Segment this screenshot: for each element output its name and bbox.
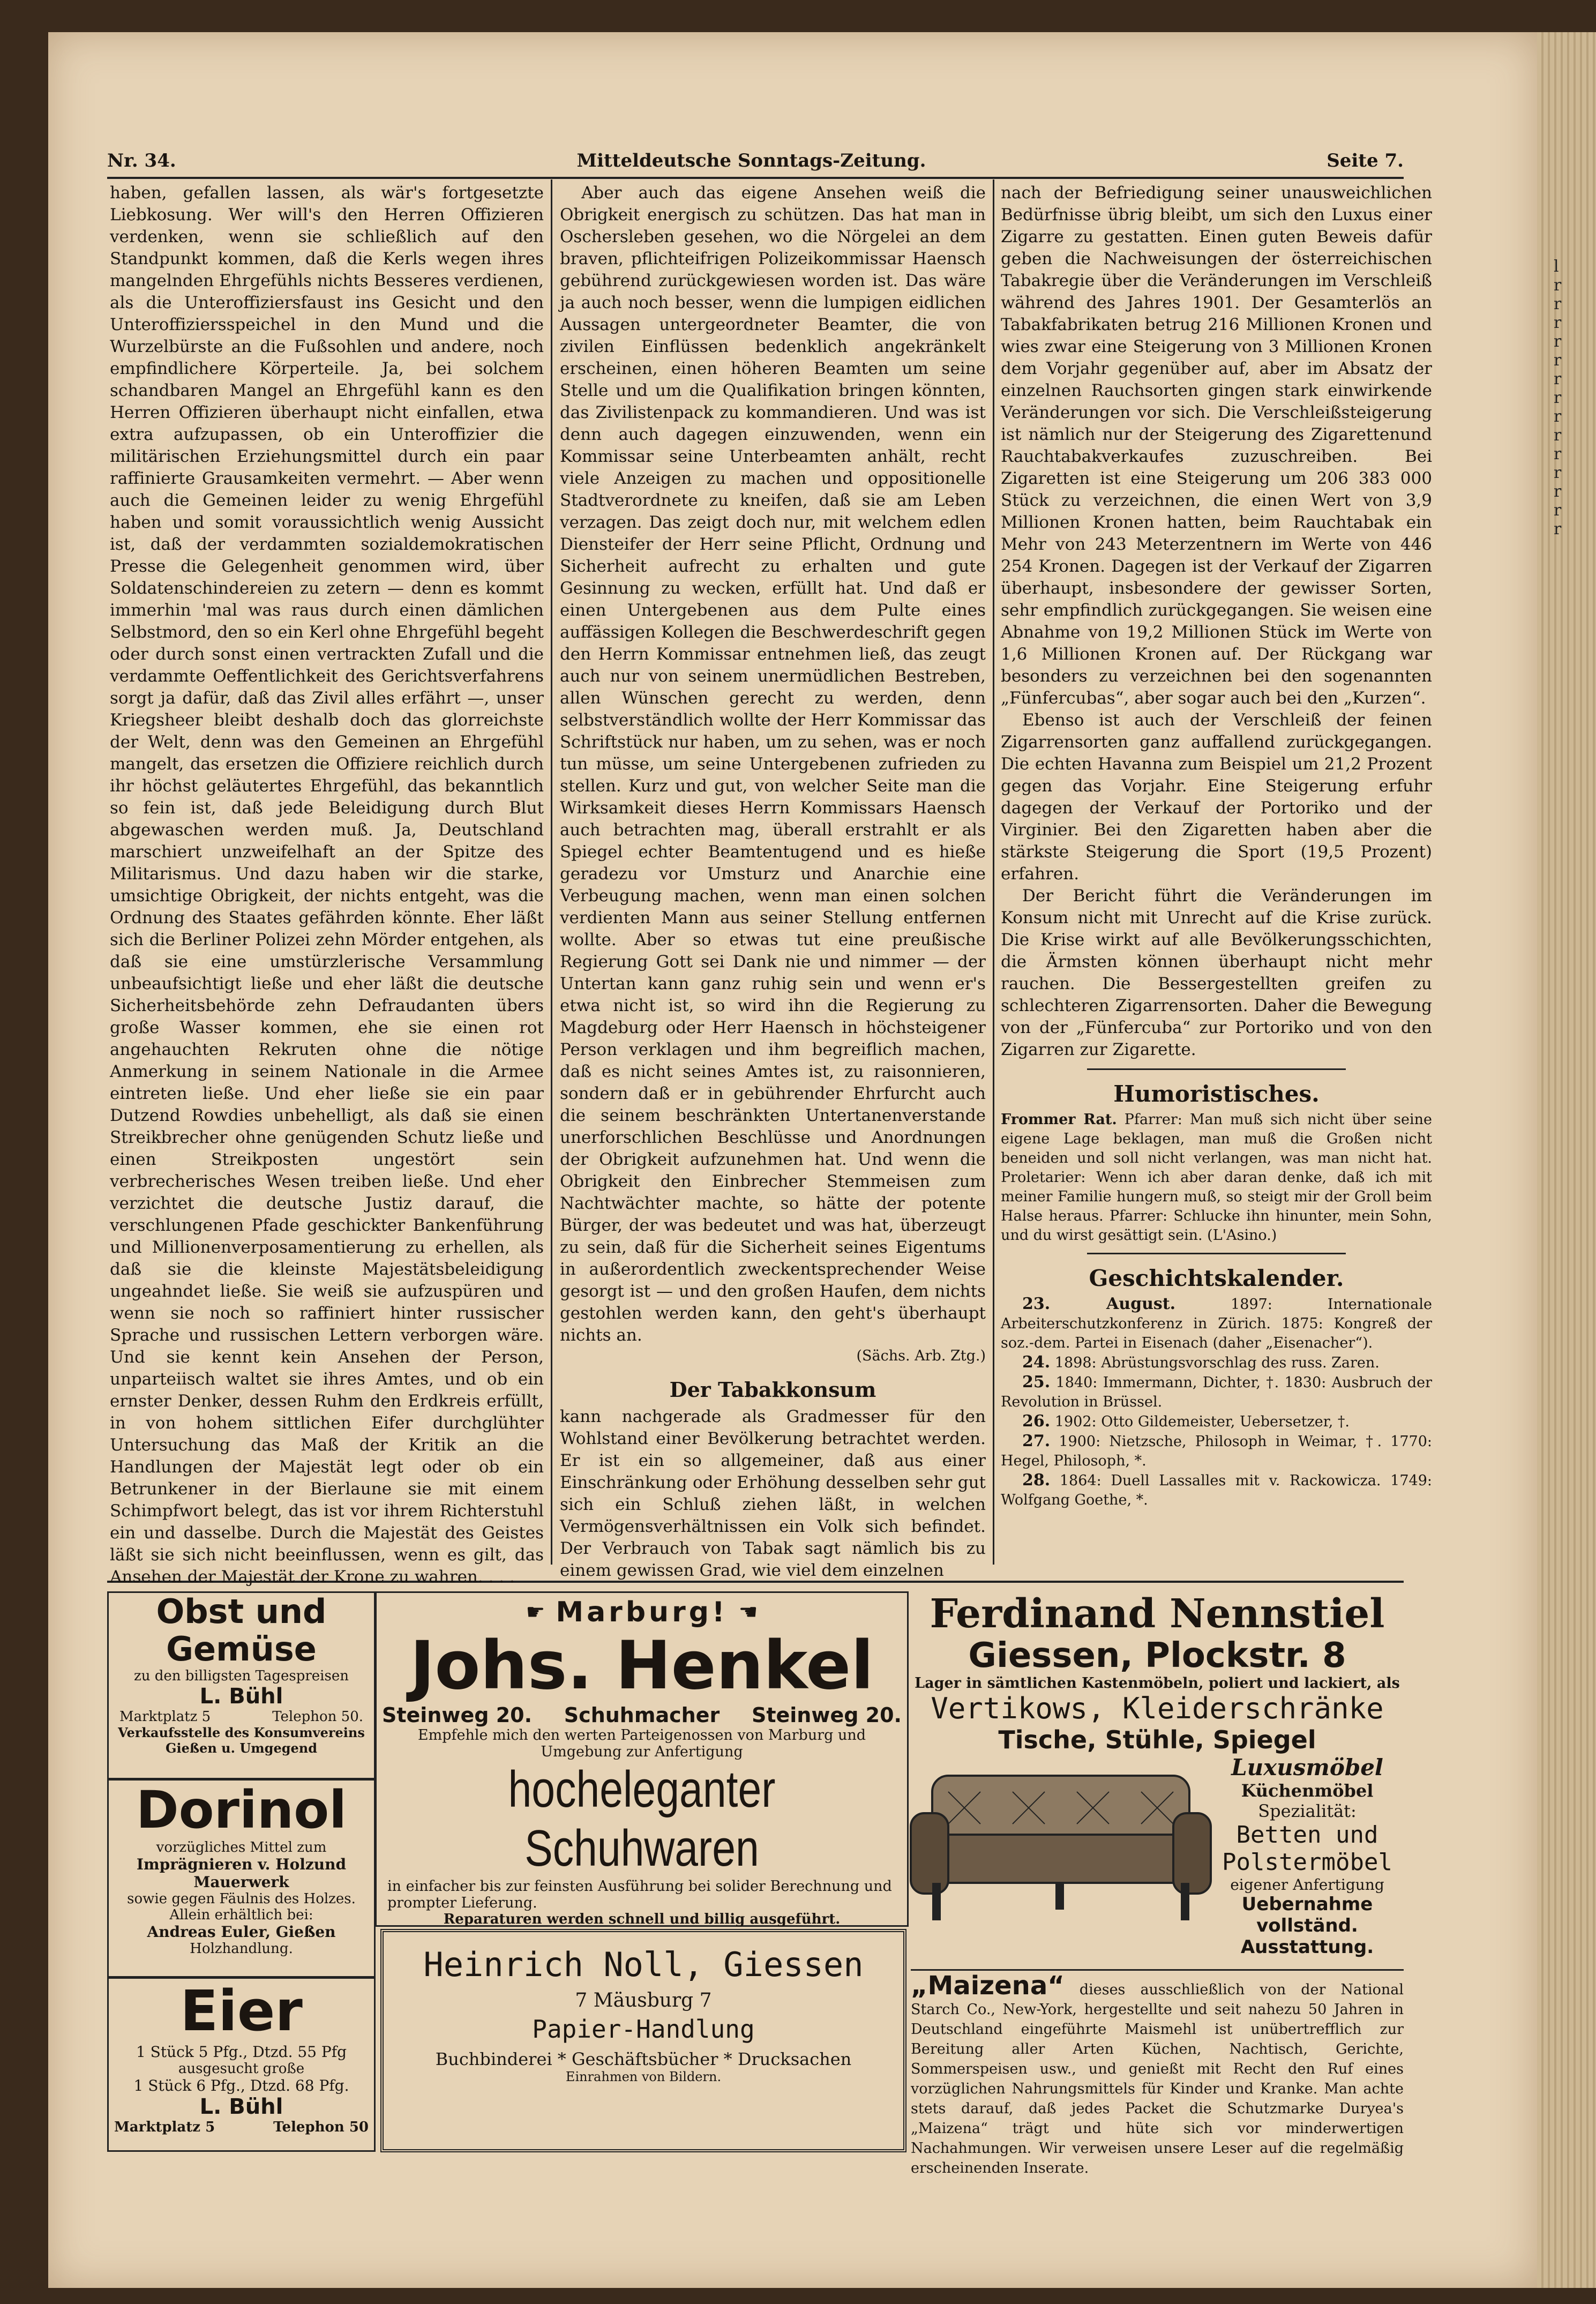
- ad-nennstiel-r4: Betten und: [1236, 1821, 1378, 1849]
- kalender-day: 24.: [1022, 1353, 1051, 1372]
- humor-subheading: Frommer Rat.: [1001, 1111, 1117, 1128]
- ad-nennstiel-l1: Lager in sämtlichen Kastenmöbeln, poliert und lackiert, als: [915, 1675, 1400, 1692]
- edge-letter: r: [1554, 445, 1562, 463]
- ad-obst-line: Verkaufsstelle des Konsumvereins Gießen u. Umgegend: [118, 1725, 365, 1756]
- article-column-3: [1001, 182, 1432, 1575]
- kalender-text: 1898: Abrüstungsvorschlag des russ. Zaren.: [1054, 1355, 1380, 1371]
- ad-maizena: [911, 1969, 1404, 2176]
- ad-dorinol-l2: Imprägnieren v. Holzund Mauerwerk: [136, 1856, 347, 1891]
- page-number: Seite 7.: [1327, 150, 1404, 171]
- ad-nennstiel-body: [911, 1754, 1404, 1958]
- kalender-entry: [1001, 1353, 1432, 1373]
- edge-letter: r: [1554, 388, 1562, 407]
- kalender-entry: [1001, 1412, 1432, 1432]
- tabak-text-2: Ebenso ist auch der Verschleiß der feinen Zigarrensorten ganz auffallend zurückgegangen. Die echten Havanna zum Beispiel um 21,2 Prozent gegen das Vorjahr. Eine Steigerung erfuhr dagegen der Verkauf der Portoriko und der Virginier. Bei den Zigaretten haben aber die stärkste Steigerung die Sport (19,5 Prozent) erfahren.: [1001, 710, 1432, 884]
- edge-letter: r: [1554, 332, 1562, 351]
- sofa-icon: [911, 1754, 1211, 1931]
- ad-noll-l1: Einrahmen von Bildern.: [565, 2069, 722, 2084]
- kalender-text: 1900: Nietzsche, Philosoph in Weimar, †. 1770: Hegel, Philosoph, *.: [1001, 1433, 1432, 1469]
- ad-nennstiel-r2: Küchenmöbel: [1241, 1781, 1374, 1801]
- column-rule-1: [551, 179, 552, 1565]
- ad-henkel-l2: in einfacher bis zur feinsten Ausführung bei solider Berechnung und prompter Lieferung.: [387, 1878, 892, 1911]
- kalender-entry: [1001, 1373, 1432, 1412]
- tabak-text-3: Der Bericht führt die Veränderungen im Konsum nicht mit Unrecht auf die Krise zurück. Die Krise wirkt auf alle Bevölkerungsschichten, die Ärmsten können überhaupt nicht mehr rauchen. Die Bessergestellten greifen zu schlechteren Zigarrensorten. Daher die Bewegung von der „Fünfercuba“ zur Portoriko und von den Zigarren zur Zigarette.: [1001, 886, 1432, 1059]
- ad-eier-l3: 1 Stück 6 Pfg., Dtzd. 68 Pfg.: [133, 2077, 349, 2094]
- kalender-day: 23. August.: [1022, 1295, 1176, 1313]
- humor-block: [1001, 1110, 1432, 1245]
- newspaper-title: Mitteldeutsche Sonntags-Zeitung.: [576, 150, 926, 171]
- kalender-day: 25.: [1022, 1373, 1051, 1392]
- kalender-entry: [1001, 1295, 1432, 1353]
- article-column-2: [560, 182, 986, 1580]
- tabak-text-start: kann nachgerade als Gradmesser für den Wohlstand einer Bevölkerung betrachtet werden. Er ist ein so allgemeiner, daß aus einer Einschränkung oder Erhöhung desselben sehr gut sich ein Schluß ziehen läßt, in welchen Vermögensverhältnissen ein Volk sich befindet. Der Verbrauch von Tabak sagt nämlich bis zu einem gewissen Grad, wie viel dem einzelnen: [560, 1407, 986, 1580]
- ad-nennstiel-name: Ferdinand Nennstiel: [930, 1591, 1385, 1637]
- ad-dorinol-l1: vorzügliches Mittel zum: [156, 1839, 327, 1856]
- ad-henkel-name: Johs. Henkel: [410, 1627, 874, 1704]
- ad-henkel-l3: Reparaturen werden schnell und billig ausgeführt.: [443, 1911, 841, 1927]
- ad-henkel: [375, 1591, 909, 1927]
- section-divider-2: [1087, 1253, 1346, 1254]
- edge-letter: r: [1554, 370, 1562, 388]
- ad-nennstiel-r7: Uebernahme vollständ. Ausstattung.: [1240, 1894, 1374, 1958]
- ad-obst-name: L. Bühl: [199, 1684, 283, 1709]
- humor-heading: Humoristisches.: [1113, 1081, 1320, 1107]
- ad-henkel-trade: Schuhmacher: [564, 1703, 720, 1727]
- ad-dorinol-l3: sowie gegen Fäulnis des Holzes.: [127, 1891, 356, 1907]
- article-source: (Sächs. Arb. Ztg.): [856, 1348, 986, 1364]
- ad-obst-sub: zu den billigsten Tagespreisen: [134, 1668, 349, 1684]
- ad-eier: [107, 1977, 376, 2152]
- edge-letter: r: [1554, 482, 1562, 501]
- edge-letter: l: [1554, 257, 1559, 276]
- article-text-2: Aber auch das eigene Ansehen weiß die Obrigkeit energisch zu schützen. Das hat man in Oschersleben gesehen, wo die Nörgelei an dem braven, pflichteifrigen Polizeikommissar Haensch gebührend zurückgewiesen worden ist. Das wäre ja auch noch besser, wenn die lumpigen eidlichen Aussagen untergeordneter Beamter, die von zivilen Einflüssen bedenklich angekränkelt erscheinen, einen höheren Beamten um seine Stelle und um die Qualifikation bringen könnten, das Zivilistenpack zu kommandieren. Und was ist denn auch dagegen einzuwenden, wenn ein Kommissar seine Unterbeamten anhält, recht viele Anzeigen zu machen und oppositionelle Stadtverordnete zu kneifen, daß sie am Leben verzagen. Das zeigt doch nur, mit welchem edlen Diensteifer der Herr seine Pflicht, Ordnung und Sicherheit aufrecht zu erhalten und gute Gesinnung zu wecken, erfüllt hat. Und daß er einen Untergebenen aus dem Pulte eines auffässigen Kollegen die Beschwerdeschrift gegen den Herrn Kommissar entnehmen ließ, das zeugt auch nur von seinem unermüdlichen Bestreben, allen Wünschen gerecht zu werden, denn selbstverständlich wollte der Herr Kommissar das Schriftstück nur haben, um zu sehen, was er noch tun müsse, um seine Untergebenen zufrieden zu stellen. Kurz und gut, von welcher Seite man die Wirksamkeit dieses Herrn Kommissars Haensch auch betrachten mag, überall erstrahlt er als Spiegel echter Beamtentugend und es hieße geradezu vor Umsturz und Anarchie eine Verbeugung machen, wenn man einen solchen verdienten Mann aus seiner Stellung entfernen wollte. Aber so etwas tut eine preußische Regierung Gott sei Dank nie und nimmer — der Untertan kann ganz ruhig sein und wenn er's etwa nicht ist, so wird ihn die Regierung zu Magdeburg oder Herr Haensch in höchsteigener Person verklagen und ihm begreiflich machen, daß es nicht seines Amtes ist, zu raisonnieren, sondern daß er in gebührender Ehrfurcht auch die seinem beschränkten Untertanenverstande unerforschlichen Beschlüsse und Anordnungen der Obrigkeit aufzunehmen hat. Und wenn die Obrigkeit den Einbrecher Stemmeisen zum Nachtwächter machte, so hätte der potente Bürger, der was bedeutet und was hat, überzeugt zu sein, daß für die Sicherheit seines Eigentums in außerordentlich zweckentsprechender Weise gesorgt ist — und den großen Haufen, dem nichts gestohlen werden kann, den geht's überhaupt nichts an.: [560, 183, 986, 1345]
- ad-maizena-text: dieses ausschließlich von der National Starch Co., New-York, hergestellte und seit nahezu 50 Jahren in Deutschland eingeführte Maismehl ist unübertrefflich zur Bereitung aller Arten Küchen, Nachtisch, Gerichte, Sommerspeisen usw., und genießt mit Recht den Ruf eines vorzüglichen Nahrungsmittels für Kinder und Kranke. Man achte stets darauf, daß jedes Packet die Schutzmarke Duryea's „Maizena“ trägt und hüte sich vor minderwertigen Nachahmungen. Wir verweisen unsere Leser auf die regelmäßig erscheinenden Inserate.: [911, 1981, 1404, 2176]
- ad-henkel-street: [377, 1703, 907, 1727]
- ad-noll-trade: Papier-Handlung: [532, 2015, 755, 2044]
- ad-noll-items: Buchbinderei * Geschäftsbücher * Drucksachen: [435, 2049, 852, 2069]
- ad-henkel-big: hocheleganter Schuhwaren: [508, 1761, 776, 1877]
- ad-eier-tel: Telephon 50: [273, 2119, 369, 2135]
- ad-dorinol-title: Dorinol: [136, 1780, 347, 1840]
- ad-maizena-title: „Maizena“: [911, 1971, 1065, 2001]
- ad-obst-tel: Telephon 50.: [272, 1709, 363, 1725]
- ad-henkel-top: [377, 1596, 907, 1628]
- edge-letter: r: [1554, 426, 1562, 445]
- kalender-day: 27.: [1022, 1432, 1051, 1450]
- edge-letter: r: [1554, 407, 1562, 426]
- ad-noll: [380, 1929, 906, 2152]
- ad-nennstiel-r5: Polstermöbel: [1222, 1849, 1392, 1876]
- kalender-entry: [1001, 1432, 1432, 1471]
- ad-obst-title2: Gemüse: [166, 1629, 317, 1669]
- edge-letter: r: [1554, 276, 1562, 295]
- humor-source: (L'Asino.): [1207, 1227, 1277, 1244]
- ad-eier-contact: [109, 2119, 374, 2135]
- kalender-day: 26.: [1022, 1412, 1051, 1431]
- kalender-heading: Geschichtskalender.: [1089, 1265, 1344, 1291]
- ad-dorinol-l4: Allein erhältlich bei:: [169, 1907, 313, 1923]
- kalender-list: [1001, 1295, 1432, 1510]
- ad-eier-name: L. Bühl: [199, 2094, 283, 2119]
- ad-nennstiel-r3: Spezialität:: [1258, 1801, 1357, 1821]
- ad-dorinol-l6: Holzhandlung.: [190, 1941, 293, 1957]
- ad-henkel-street-left: Steinweg 20.: [382, 1703, 533, 1727]
- ad-obst-addr: Marktplatz 5: [119, 1709, 211, 1725]
- humor-text: Pfarrer: Man muß sich nicht über seine eigene Lage beklagen, man muß die Großen nicht beneiden und soll nicht verlangen, was man nicht hat. Proletarier: Wenn ich aber daran denke, daß ich mit meiner Familie hungern muß, so steigt mir der Groll beim Halse heraus. Pfarrer: Schlucke ihn hinunter, mein Sohn, und du wirst gesättigt sein.: [1001, 1111, 1432, 1244]
- ad-nennstiel-right: [1211, 1754, 1404, 1958]
- ad-nennstiel-r6: eigener Anfertigung: [1230, 1876, 1384, 1894]
- kalender-text: 1902: Otto Gildemeister, Uebersetzer, †.: [1054, 1413, 1350, 1430]
- ad-eier-l1: 1 Stück 5 Pfg., Dtzd. 55 Pfg: [136, 2043, 347, 2061]
- ad-dorinol-l5: Andreas Euler, Gießen: [147, 1923, 336, 1941]
- ad-nennstiel-addr: Giessen, Plockstr. 8: [968, 1636, 1346, 1675]
- pointing-hand-icon: ☛: [526, 1600, 545, 1625]
- ad-eier-addr: Marktplatz 5: [114, 2119, 215, 2135]
- ad-nennstiel-l2: Vertikows, Kleiderschränke: [931, 1692, 1384, 1725]
- edge-letter: r: [1554, 501, 1562, 520]
- ad-obst-title1: Obst und: [156, 1592, 327, 1631]
- edge-letter: r: [1554, 520, 1562, 538]
- ad-nennstiel: [911, 1591, 1404, 1961]
- binding-edge-letters: [1554, 257, 1575, 1114]
- ad-nennstiel-r1: Luxusmöbel: [1231, 1754, 1383, 1781]
- ad-dorinol: [107, 1779, 376, 1978]
- ad-obst-contact: [109, 1709, 374, 1725]
- kalender-day: 28.: [1022, 1471, 1051, 1490]
- edge-letter: r: [1554, 313, 1562, 332]
- issue-number: Nr. 34.: [107, 150, 176, 171]
- ad-noll-addr: 7 Mäusburg 7: [575, 1989, 712, 2011]
- section-divider: [1087, 1068, 1346, 1070]
- kalender-text: 1864: Duell Lassalles mit v. Rackowicza. 1749: Wolfgang Goethe, *.: [1001, 1472, 1432, 1508]
- ad-obst-gemuese: [107, 1591, 376, 1779]
- ad-henkel-street-right: Steinweg 20.: [751, 1703, 902, 1727]
- tabak-heading: Der Tabakkonsum: [669, 1378, 876, 1402]
- edge-letter: r: [1554, 463, 1562, 482]
- article-text-1: haben, gefallen lassen, als wär's fortgesetzte Liebkosung. Wer will's den Herren Offizieren verdenken, wenn sie schließlich auf den Standpunkt kommen, daß die Kerls wegen ihres mangelnden Ehrgefühls nichts Besseres verdienen, als die Unteroffiziersfaust ins Gesicht und den Unteroffiziersspeichel in den Mund und die Wurzelbürste an die Fußsohlen und andere, noch empfindlichere Körperteile. Ja, bei solchem schandbaren Mangel an Ehrgefühl kann es den Herren Offizieren überhaupt nicht einfallen, etwa extra aufzupassen, ob ein Unteroffizier die militärischen Erziehungsmittel durch ein paar raffinierte Grausamkeiten vermehrt. — Aber wenn auch die Gemeinen leider zu wenig Ehrgefühl haben und somit voraussichtlich wenig Aussicht ist, daß der verdammten sozialdemokratischen Presse die Gelegenheit genommen wird, über Soldatenschindereien zu zetern — denn es kommt immerhin 'mal was raus durch einen dämlichen Selbstmord, den so ein Kerl ohne Ehrgefühl begeht oder durch sonst einen vertrackten Zufall und die verdammte Oeffentlichkeit des Gerichtsverfahrens sorgt ja dafür, daß das Zivil alles erfährt —, unser Kriegsheer bleibt deshalb doch das glorreichste der Welt, denn was den Gemeinen an Ehrgefühl mangelt, das ersetzen die Offiziere reichlich durch ihr höchst geläutertes Ehrgefühl, das bekanntlich so fein ist, daß jede Beleidigung durch Blut abgewaschen werden muß. Ja, Deutschland marschiert unzweifelhaft an der Spitze des Militarismus. Und dazu haben wir die starke, umsichtige Obrigkeit, der nichts entgeht, was die Ordnung des Staates gefährden könnte. Eher läßt sich die Berliner Polizei zehn Mörder entgehen, als daß sie eine umstürzlerische Versammlung unbeaufsichtigt ließe und eher läßt die deutsche Sicherheitsbehörde zehn Defraudanten übers große Wasser kommen, ehe sie einen rot angehauchten Rekruten ohne die nötige Anmerkung in seinem Nationale in die Armee eintreten ließe. Und eher ließe sie ein paar Dutzend Rowdies unbehelligt, als daß sie einen Streikbrecher ohne genügenden Schutz ließe und einen Streikposten ungestört sein verbrecherisches Wesen treiben ließe. Und eher verzichtet die deutsche Justiz darauf, die verschlungenen Pfade geschickter Bankenführung und Millionenverposamentierung zu erhellen, als daß sie die kleinste Majestätsbeleidigung ungeahndet ließe. Sie weiß sie aufzuspüren und wenn sie noch so raffiniert hinter russischer Sprache und russischen Lettern verborgen wäre. Und sie kennt kein Ansehen der Person, unparteiisch waltet sie ihres Amtes, und ob ein ernster Denker, dessen Ruhm den Erdkreis erfüllt, in von hohem sittlichen Eifer durchglühter Untersuchung das Maß der Kritik an die Handlungen der Majestät legt oder ob ein Betrunkener in der Bierlaune sie mit einem Schimpfwort belegt, das ist vor ihrem Richterstuhl ein und dasselbe. Durch die Majestät des Geistes läßt sie sich nicht beeinflussen, wenn es gilt, das Ansehen der Majestät der Krone zu wahren. . . .: [110, 183, 544, 1587]
- ad-eier-title: Eier: [180, 1978, 303, 2044]
- tabak-text-1: nach der Befriedigung seiner unausweichlichen Bedürfnisse übrig bleibt, um sich den Luxus einer Zigarre zu gestatten. Einen guten Beweis dafür geben die Nachweisungen der österreichischen Tabakregie über die Veränderungen im Verschleiß während des Jahres 1901. Der Gesamterlös an Tabakfabrikaten betrug 216 Millionen Kronen und wies zwar eine Steigerung von 3 Millionen Kronen dem Vorjahr gegenüber auf, aber im Absatz der einzelnen Rauchsorten gingen stark einwirkende Veränderungen vor sich. Die Verschleißsteigerung ist nämlich nur der Steigerung des Zigarettenund Rauchtabakverkaufes zuzuschreiben. Bei Zigaretten ist eine Steigerung um 206 383 000 Stück zu verzeichnen, die einen Wert von 3,9 Millionen Kronen hatten, beim Rauchtabak ein Mehr von 243 Meterzentnern im Werte von 446 254 Kronen. Dagegen ist der Verkauf der Zigarren überhaupt, insbesondere der gewisser Sorten, sehr empfindlich zurückgegangen. Sie weisen eine Abnahme von 19,2 Millionen Stück im Werte von 1,6 Millionen Kronen auf. Der Rückgang war besonders zu verzeichnen bei den sogenannten „Fünfercubas“, aber sogar auch bei den „Kurzen“.: [1001, 183, 1432, 708]
- column-rule-2: [993, 179, 994, 1565]
- ad-maizena-body: [911, 1971, 1404, 2178]
- kalender-text: 1897: Internationale Arbeiterschutzkonferenz in Zürich. 1875: Kongreß der soz.-dem. Partei in Eisenach (daher „Eisenacher“).: [1001, 1296, 1432, 1351]
- ad-henkel-city: Marburg!: [556, 1596, 728, 1628]
- page-header: [107, 145, 1404, 179]
- article-column-1: [110, 182, 544, 1587]
- ad-nennstiel-l3: Tische, Stühle, Spiegel: [998, 1725, 1316, 1754]
- kalender-entry: [1001, 1471, 1432, 1510]
- ad-noll-name: Heinrich Noll, Giessen: [423, 1945, 864, 1984]
- edge-letter: r: [1554, 351, 1562, 370]
- kalender-text: 1840: Immermann, Dichter, †. 1830: Ausbruch der Revolution in Brüssel.: [1001, 1374, 1432, 1410]
- edge-letter: r: [1554, 295, 1562, 313]
- ad-eier-l2: ausgesucht große: [178, 2061, 305, 2077]
- pointing-hand-icon: ☚: [738, 1600, 758, 1625]
- ad-henkel-l1: Empfehle mich den werten Parteigenossen von Marburg und Umgebung zur Anfertigung: [417, 1727, 866, 1760]
